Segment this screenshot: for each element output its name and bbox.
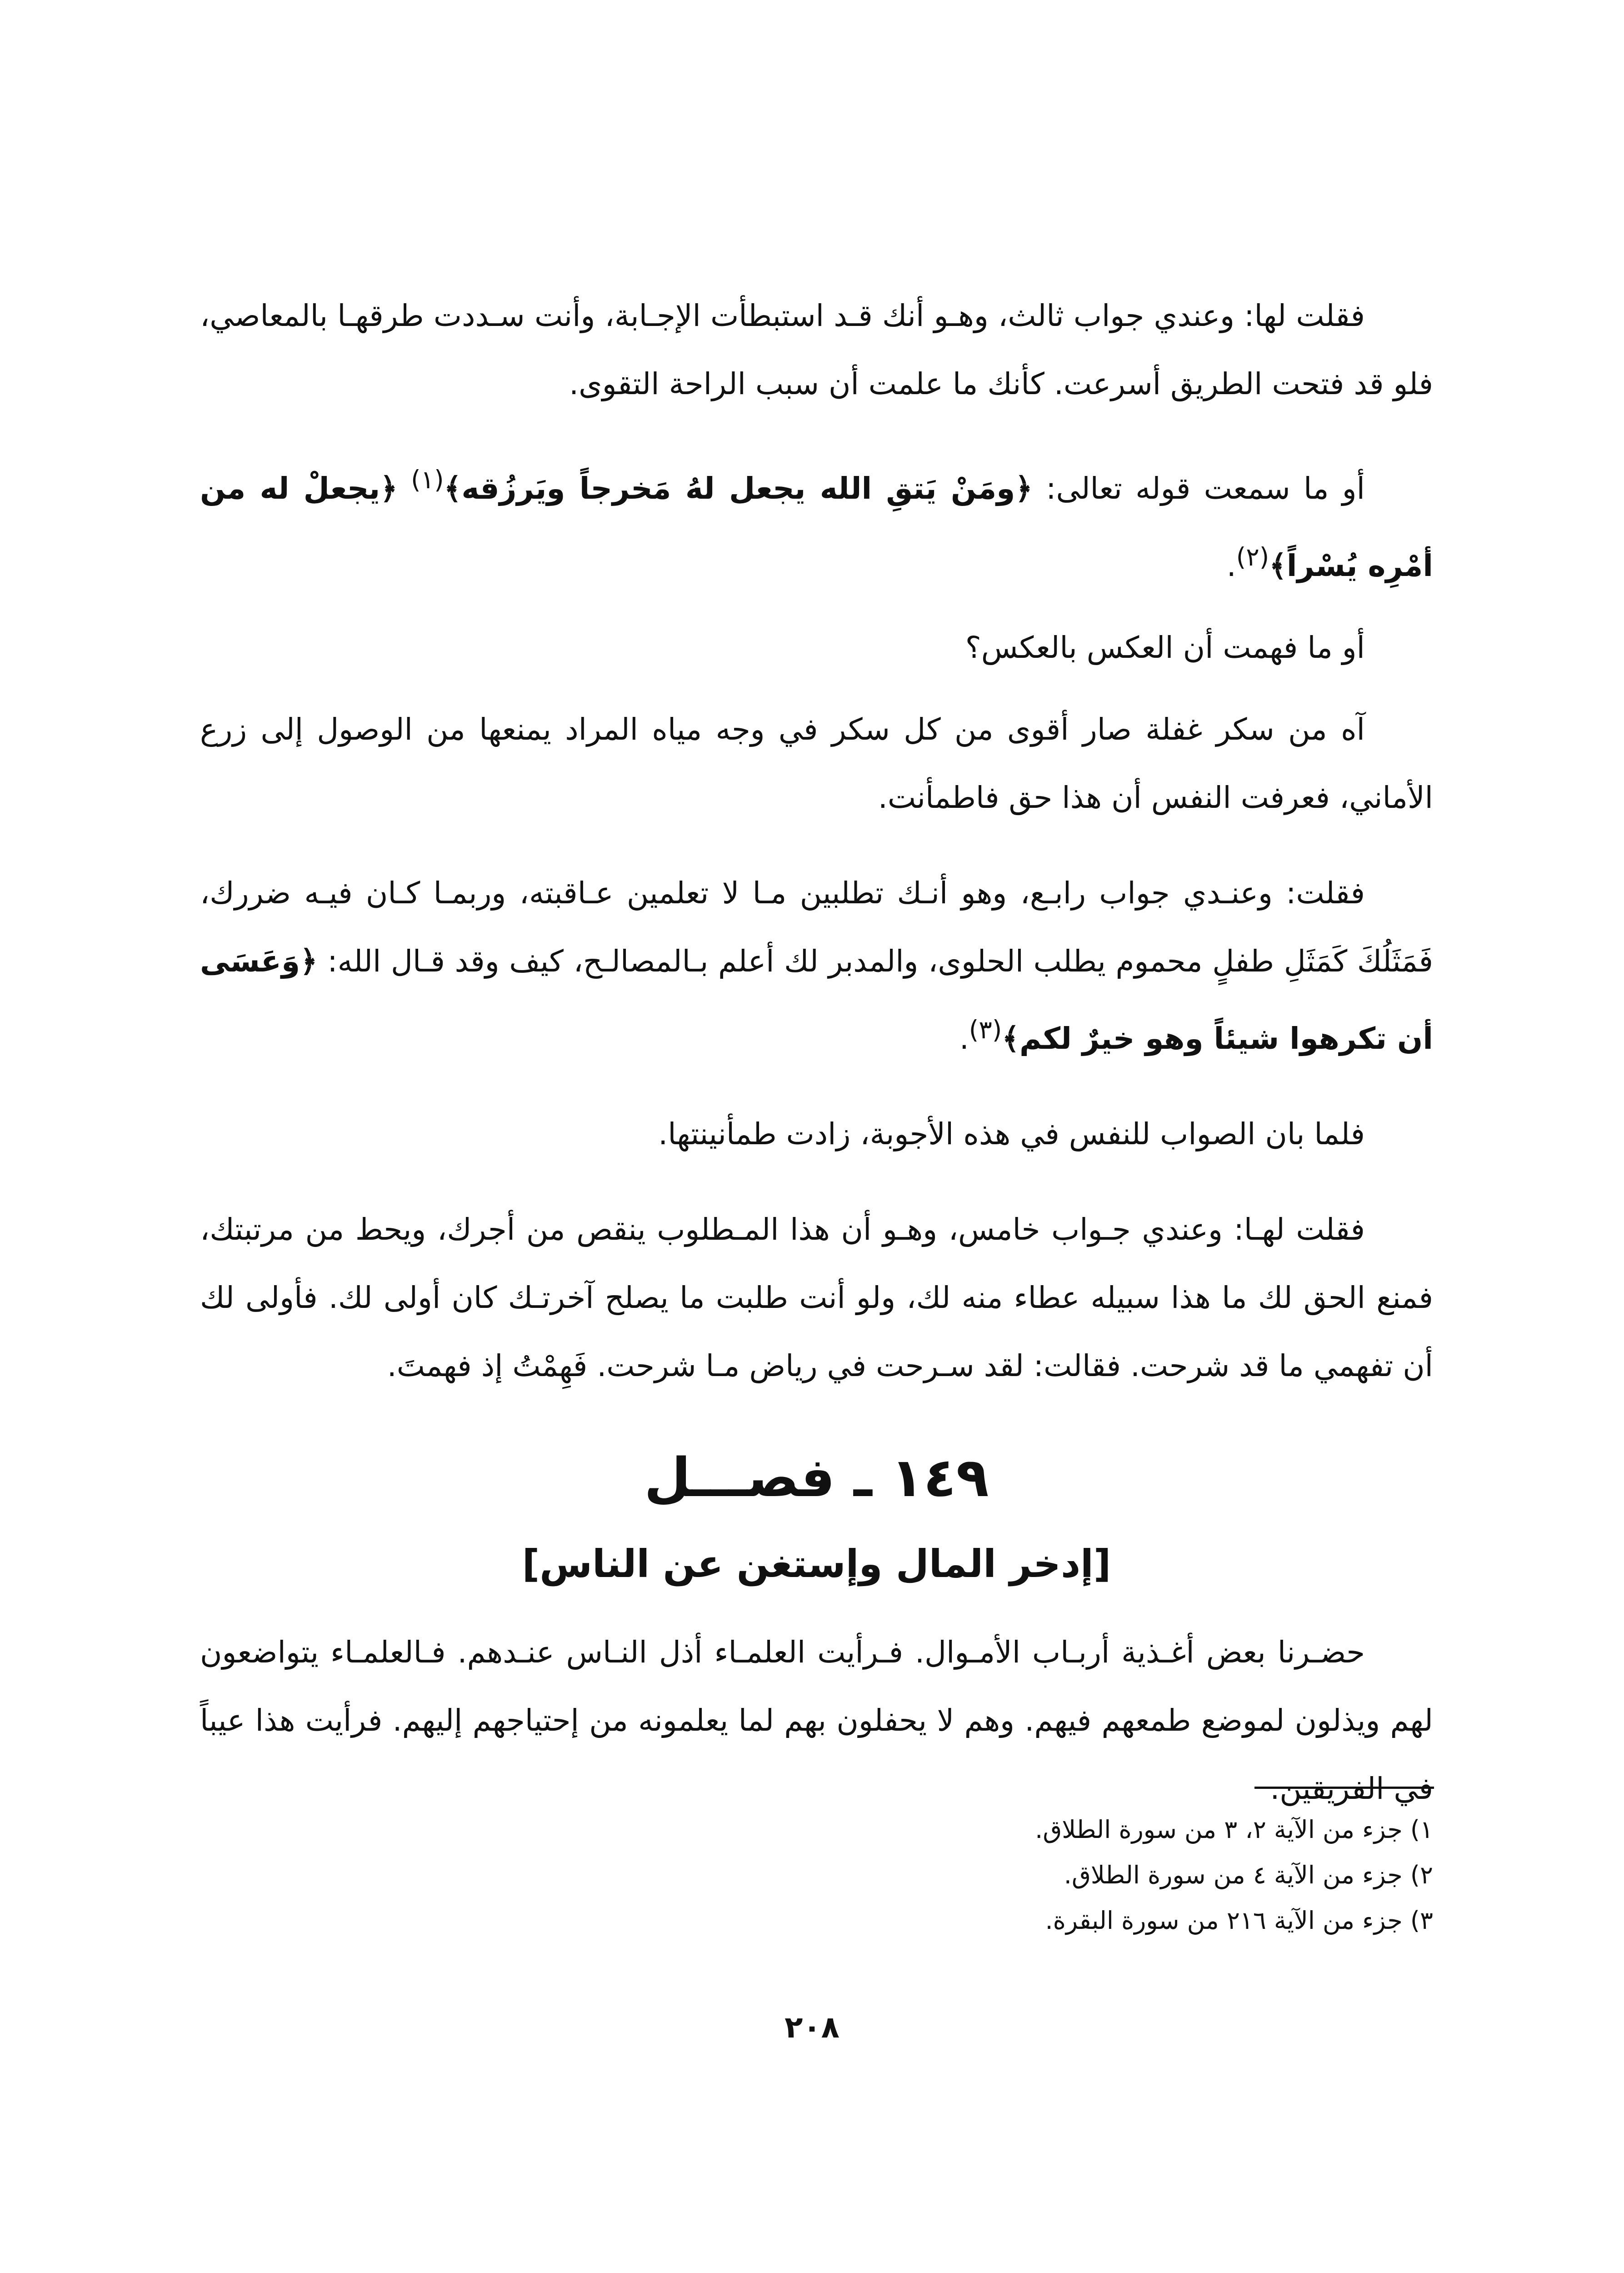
paragraph-heedlessness: آه من سكر غفلة صار أقوى من كل سكر في وجه مياه المراد يمنعها من الوصول إلى زرع الأماني، فعرفت النفس أن هذا حق فاطمأنت.: [200, 712, 1433, 815]
footnote-ref-3: (٣): [969, 1015, 1002, 1044]
paragraph-quran-citation: أو ما سمعت قوله تعالى: ﴿ومَنْ يَتقِ الله يجعل لهُ مَخرجاً ويَرزُقه﴾$^{(١)}$ ﴿يجعلْ له من أمْرِه يُسْراً﴾$^{(٢)}$.: [200, 465, 1433, 583]
paragraph-fourth-answer: فقلت: وعنـدي جواب رابـع، وهو أنـك تطلبين مـا لا تعلمين عـاقبته، وربمـا كـان فيـه ضررك، فَمَثَلُكَ كَمَثَلِ طفلٍ محموم يطلب الحلوى، والمدبر لك أعلم بـالمصالـح، كيف وقد قـال الله: ﴿وَعَسَى أن تكرهوا شيئاً وهو خيرٌ لكم﴾$^{(٣)}$.: [200, 876, 1433, 1056]
paragraph-section-body: حضـرنا بعض أغـذية أربـاب الأمـوال. فـرأيت العلمـاء أذل النـاس عنـدهم. فـالعلمـاء يتواضعون لهم ويذلون لموضع طمعهم فيهم. وهم لا يحفلون بهم لما يعلمونه من إحتياجهم إليهم. فرأيت هذا عيباً في الفريقين.: [200, 1635, 1433, 1806]
footnote-2: ٢) جزء من الآية ٤ من سورة الطلاق.: [1064, 1861, 1433, 1889]
footnote-1: ١) جزء من الآية ٢، ٣ من سورة الطلاق.: [1035, 1815, 1433, 1844]
section-subtitle: [إدخر المال وإستغن عن الناس]: [522, 1542, 1111, 1586]
section-heading: ١٤٩ ـ فصـــل: [644, 1446, 989, 1509]
footnote-ref-2: (٢): [1236, 542, 1269, 571]
main-text: [200, 282, 1433, 1850]
quran-verse-3: ﴿وَعَسَى أن تكرهوا شيئاً وهو خيرٌ لكم﴾: [200, 944, 1433, 1056]
footnote-divider: [1254, 1787, 1434, 1789]
citation-intro: أو ما سمعت قوله تعالى:: [1046, 471, 1365, 506]
paragraph-tranquility: فلما بان الصواب للنفس في هذه الأجوبة، زادت طمأنينتها.: [658, 1116, 1365, 1152]
paragraph-third-answer: فقلت لها: وعندي جواب ثالث، وهـو أنك قـد استبطأت الإجـابة، وأنت سـددت طرقهـا بالمعاصي، فلو قد فتحت الطريق أسرعت. كأنك ما علمت أن سبب الراحة التقوى.: [200, 298, 1433, 401]
paragraph-fifth-answer: فقلت لهـا: وعندي جـواب خامس، وهـو أن هذا المـطلوب ينقص من أجرك، ويحط من مرتبتك، فمنع الحق لك ما هذا سبيله عطاء منه لك، ولو أنت طلبت ما يصلح آخرتـك كان أولى لك. فأولى لك أن تفهمي ما قد شرحت. فقالت: لقد سـرحت في رياض مـا شرحت. فَهِمْتُ إذ فهمتَ.: [200, 1212, 1433, 1383]
footnotes: [706, 1807, 1433, 1943]
quran-verse-2: ﴿يجعلْ له من أمْرِه يُسْراً﴾: [200, 471, 1433, 583]
footnote-ref-1: (١): [411, 465, 444, 494]
page-number: ٢٠٨: [785, 2010, 839, 2045]
footnote-3: ٣) جزء من الآية ٢١٦ من سورة البقرة.: [1045, 1906, 1433, 1935]
fourth-answer-text: فقلت: وعنـدي جواب رابـع، وهو أنـك تطلبين مـا لا تعلمين عـاقبته، وربمـا كـان فيـه ضررك، فَمَثَلُكَ كَمَثَلِ طفلٍ محموم يطلب الحلوى، والمدبر لك أعلم بـالمصالـح، كيف وقد قـال الله:: [200, 876, 1433, 979]
paragraph-reverse-question: أو ما فهمت أن العكس بالعكس؟: [965, 630, 1365, 665]
quran-verse-1: ﴿ومَنْ يَتقِ الله يجعل لهُ مَخرجاً ويَرزُقه﴾: [444, 471, 1033, 506]
